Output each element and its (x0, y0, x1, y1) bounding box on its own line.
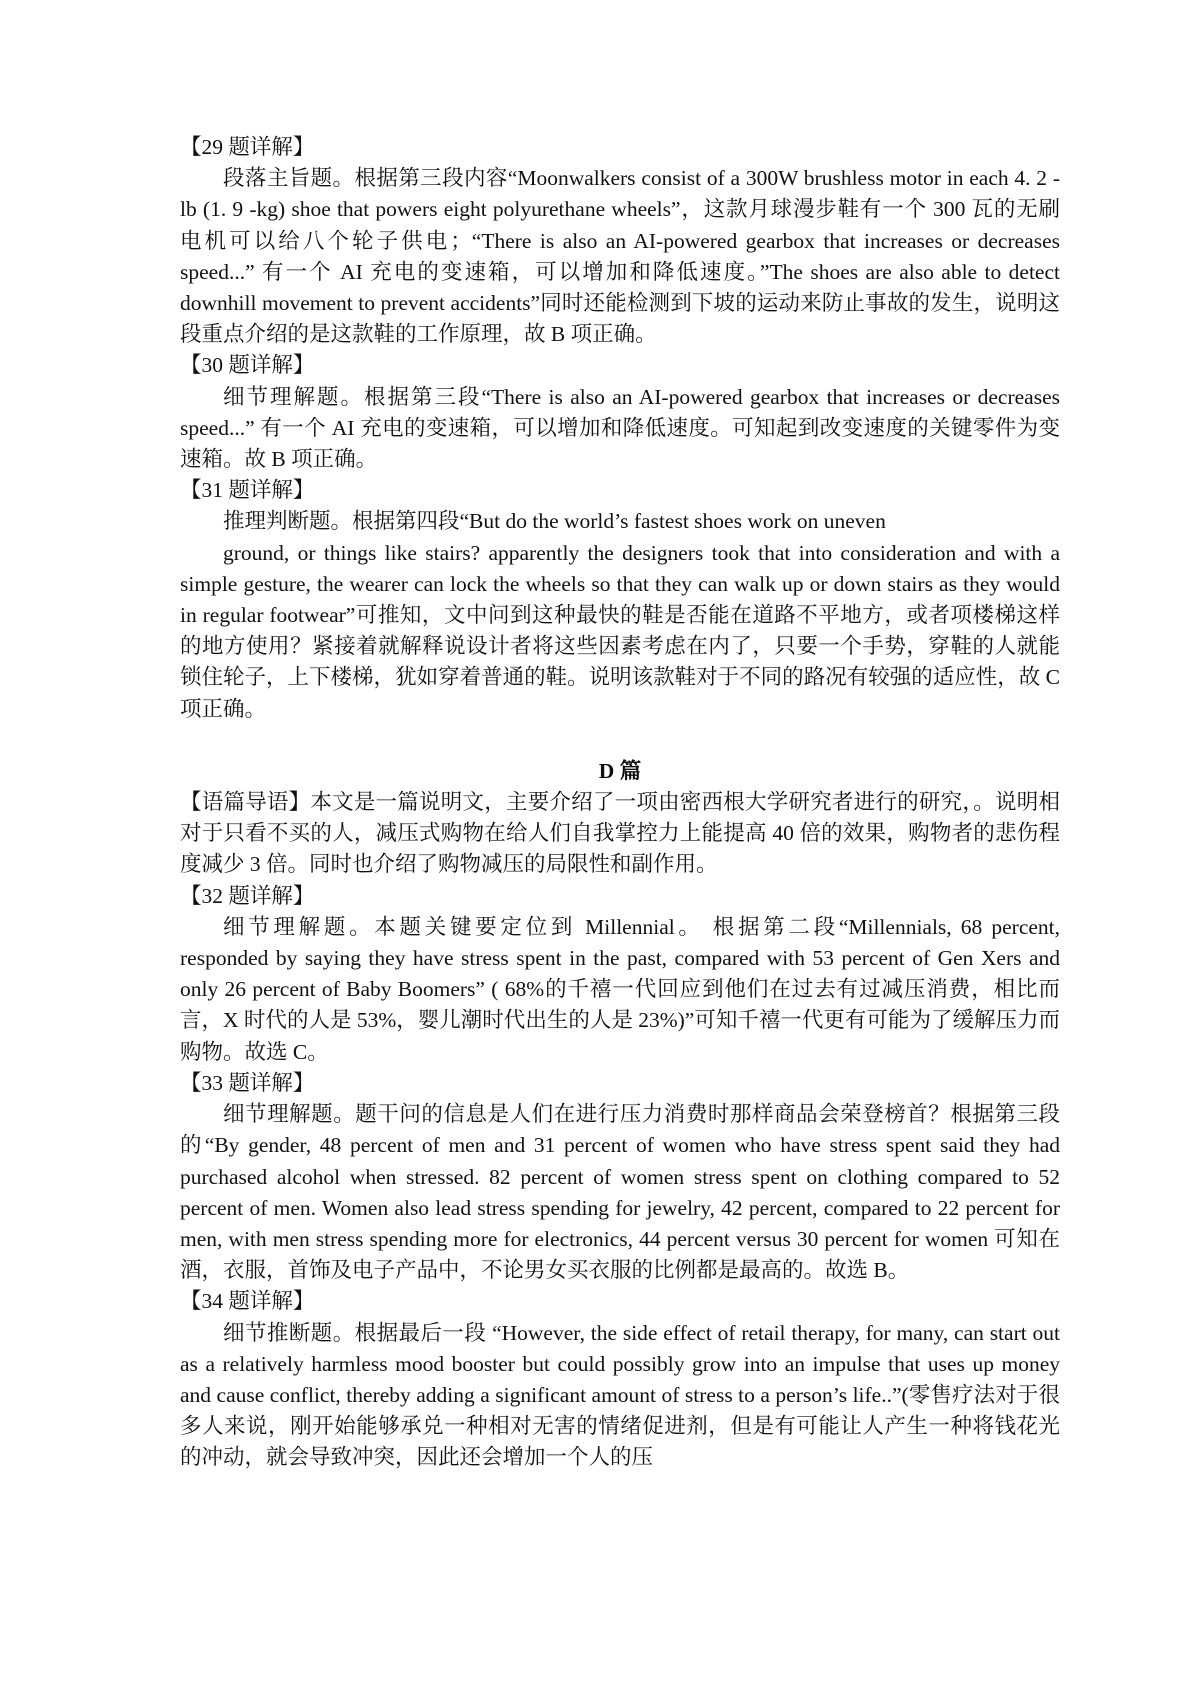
q31-explanation-line1: 推理判断题。根据第四段“But do the world’s fastest shoes work on uneven (223, 509, 886, 534)
q34-explanation: 细节推断题。根据最后一段 “However, the side effect of retail therapy, for many, can start out as a relatively harmless mood booster but could possibly grow into an impulse that uses up money and cause conflict, thereby adding a significant amount of stress to a person’s life..”(零售疗法对于很多人来说，刚开始能够承兑一种相对无害的情绪促进剂，但是有可能让人产生一种将钱花光的冲动，就会导致冲突，因此还会增加一个人的压 (180, 1320, 1060, 1470)
q29-heading: 【29 题详解】 (180, 135, 315, 159)
section-d-intro: 【语篇导语】本文是一篇说明文，主要介绍了一项由密西根大学研究者进行的研究，。说明相对于只看不买的人，减压式购物在给人们自我掌控力上能提高 40 倍的效果，购物者的悲伤程度减少 3 倍。同时也介绍了购物减压的局限性和副作用。 (180, 790, 1060, 877)
q33-explanation: 细节理解题。题干问的信息是人们在进行压力消费时那样商品会荣登榜首？根据第三段的“By gender, 48 percent of men and 31 percent of women who have stress spent said they had purchased alcohol when stressed. 82 percent of women stress spent on clothing compared to 52 percent of men. Women also lead stress spending for jewelry, 42 percent, compared to 22 percent for men, with men stress spending more for electronics, 44 percent versus 30 percent for women 可知在酒，衣服，首饰及电子产品中，不论男女买衣服的比例都是最高的。故选 B。 (180, 1102, 1060, 1283)
document-page (180, 132, 1060, 1474)
q30-heading: 【30 题详解】 (180, 353, 315, 378)
q34-heading: 【34 题详解】 (180, 1289, 315, 1314)
q29-explanation: 段落主旨题。根据第三段内容“Moonwalkers consist of a 300W brushless motor in each 4. 2 -lb (1. 9 -kg) shoe that powers eight polyurethane wheels”，这款月球漫步鞋有一个 300 瓦的无刷电机可以给八个轮子供电；“There is also an AI-powered gearbox that increases or decreases speed...” 有一个 AI 充电的变速箱，可以增加和降低速度。”The shoes are also able to detect downhill movement to prevent accidents”同时还能检测到下坡的运动来防止事故的发生，说明这段重点介绍的是这款鞋的工作原理，故 B 项正确。 (180, 166, 1060, 347)
q31-explanation-line2: ground, or things like stairs? apparently the designers took that into consideration and with a simple gesture, the wearer can lock the wheels so that they can walk up or down stairs as they would in regular footwear”可推知，文中问到这种最快的鞋是否能在道路不平地方，或者项楼梯这样的地方使用？紧接着就解释说设计者将这些因素考虑在内了，只要一个手势，穿鞋的人就能锁住轮子，上下楼梯，犹如穿着普通的鞋。说明该款鞋对于不同的路况有较强的适应性，故 C 项正确。 (180, 540, 1060, 721)
q31-heading: 【31 题详解】 (180, 478, 315, 503)
q32-explanation: 细节理解题。本题关键要定位到 Millennial。 根据第二段“Millennials, 68 percent, responded by saying they have stress spent in the past, compared with 53 percent of Gen Xers and only 26 percent of Baby Boomers” ( 68%的千禧一代回应到他们在过去有过减压消费，相比而言，X 时代的人是 53%，婴儿潮时代出生的人是 23%)”可知千禧一代更有可能为了缓解压力而购物。故选 C。 (180, 914, 1060, 1064)
section-d-title: D 篇 (598, 758, 642, 783)
q33-heading: 【33 题详解】 (180, 1070, 315, 1095)
q32-heading: 【32 题详解】 (180, 883, 315, 908)
q30-explanation: 细节理解题。根据第三段“There is also an AI-powered gearbox that increases or decreases speed...” 有一个 AI 充电的变速箱，可以增加和降低速度。可知起到改变速度的关键零件为变速箱。故 B 项正确。 (180, 384, 1060, 472)
